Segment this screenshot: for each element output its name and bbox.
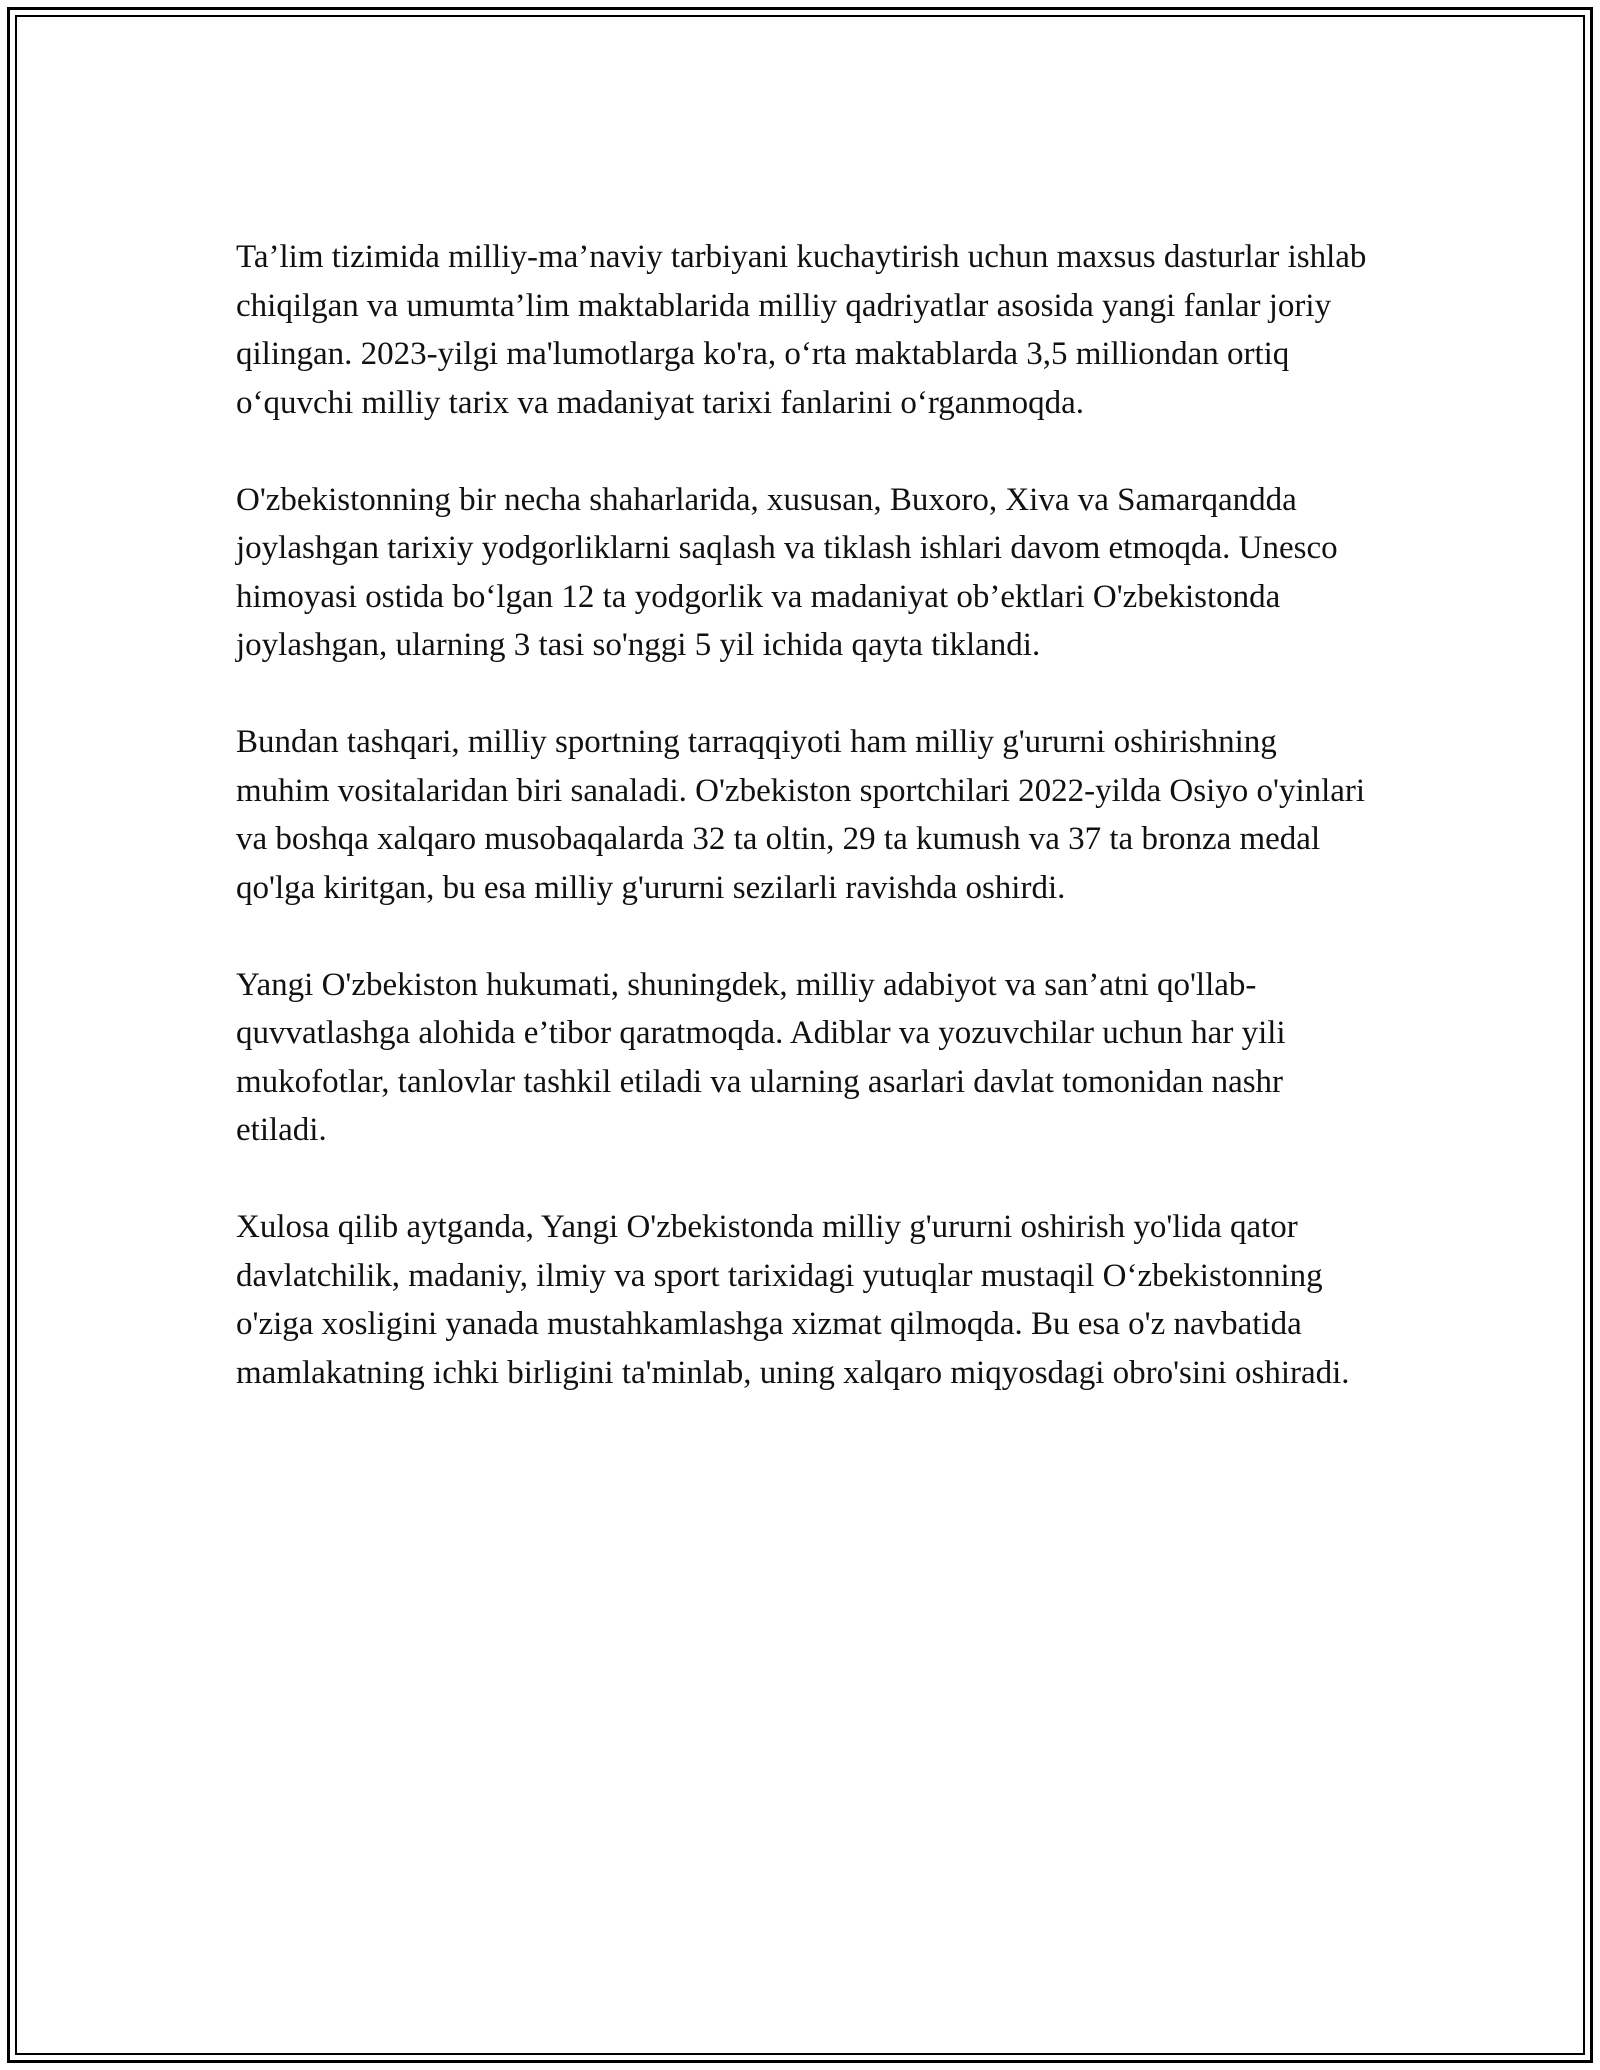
paragraph-education: Ta’lim tizimida milliy-ma’naviy tarbiyani kuchaytirish uchun maxsus dasturlar ishlab chiqilgan va umumta’lim maktablarida milliy qadriyatlar asosida yangi fanlar joriy qilingan. 2023-yilgi ma'lumotlarga ko'ra, o‘rta maktablarda 3,5 milliondan ortiq o‘quvchi milliy tarix va madaniyat tarixi fanlarini o‘rganmoqda. <box>236 239 1367 421</box>
paragraph-conclusion: Xulosa qilib aytganda, Yangi O'zbekistonda milliy g'ururni oshirish yo'lida qator davlatchilik, madaniy, ilmiy va sport tarixidagi yutuqlar mustaqil O‘zbekistonning o'ziga xosligini yanada mustahkamlashga xizmat qilmoqda. Bu esa o'z navbatida mamlakatning ichki birligini ta'minlab, uning xalqaro miqyosdagi obro'sini oshiradi. <box>236 1209 1350 1391</box>
document-body <box>236 233 1376 1397</box>
paragraph-sport: Bundan tashqari, milliy sportning tarraqqiyoti ham milliy g'ururni oshirishning muhim vositalaridan biri sanaladi. O'zbekiston sportchilari 2022-yilda Osiyo o'yinlari va boshqa xalqaro musobaqalarda 32 ta oltin, 29 ta kumush va 37 ta bronza medal qo'lga kiritgan, bu esa milliy g'ururni sezilarli ravishda oshirdi. <box>236 724 1366 906</box>
paragraph-heritage: O'zbekistonning bir necha shaharlarida, xususan, Buxoro, Xiva va Samarqandda joylashgan tarixiy yodgorliklarni saqlash va tiklash ishlari davom etmoqda. Unesco himoyasi ostida bo‘lgan 12 ta yodgorlik va madaniyat ob’ektlari O'zbekistonda joylashgan, ularning 3 tasi so'nggi 5 yil ichida qayta tiklandi. <box>236 481 1338 663</box>
paragraph-literature: Yangi O'zbekiston hukumati, shuningdek, milliy adabiyot va san’atni qo'llab-quvvatlashga alohida e’tibor qaratmoqda. Adiblar va yozuvchilar uchun har yili mukofotlar, tanlovlar tashkil etiladi va ularning asarlari davlat tomonidan nashr etiladi. <box>236 966 1286 1148</box>
